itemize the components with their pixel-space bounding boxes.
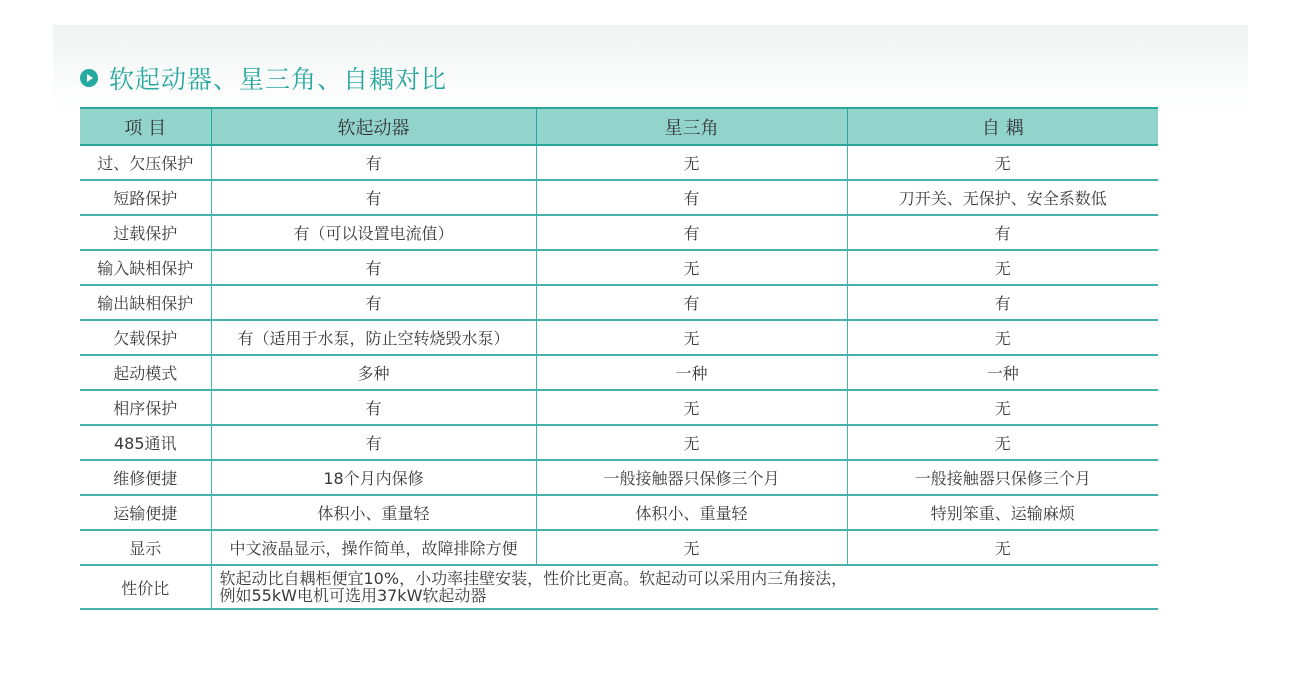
table-row xyxy=(80,180,1158,215)
cell-soft-starter: 多种 xyxy=(211,355,536,390)
table-row xyxy=(80,285,1158,320)
table-row xyxy=(80,145,1158,180)
cell-autotransformer: 有 xyxy=(847,215,1158,250)
header-item: 项 目 xyxy=(80,108,211,145)
table-row xyxy=(80,250,1158,285)
cell-star-delta: 有 xyxy=(536,180,847,215)
cell-star-delta: 有 xyxy=(536,215,847,250)
table-header-row xyxy=(80,108,1158,145)
row-label: 维修便捷 xyxy=(80,460,211,495)
cell-star-delta: 一般接触器只保修三个月 xyxy=(536,460,847,495)
note-line: 例如55kW电机可选用37kW软起动器 xyxy=(219,586,487,605)
cell-autotransformer: 无 xyxy=(847,425,1158,460)
cell-star-delta: 体积小、重量轻 xyxy=(536,495,847,530)
cell-soft-starter: 有 xyxy=(211,390,536,425)
cell-autotransformer: 无 xyxy=(847,145,1158,180)
cell-soft-starter: 有（可以设置电流值） xyxy=(211,215,536,250)
cell-autotransformer: 刀开关、无保护、安全系数低 xyxy=(847,180,1158,215)
note-line: 软起动比自耦柜便宜10%，小功率挂壁安装，性价比更高。软起动可以采用内三角接法， xyxy=(219,569,848,588)
row-label: 显示 xyxy=(80,530,211,565)
cell-soft-starter: 中文液晶显示，操作简单，故障排除方便 xyxy=(211,530,536,565)
row-label: 过、欠压保护 xyxy=(80,145,211,180)
cell-star-delta: 无 xyxy=(536,250,847,285)
cell-autotransformer: 无 xyxy=(847,320,1158,355)
row-label: 起动模式 xyxy=(80,355,211,390)
cell-star-delta: 无 xyxy=(536,425,847,460)
section-title xyxy=(80,58,447,98)
play-circle-icon xyxy=(80,69,98,87)
row-label: 欠载保护 xyxy=(80,320,211,355)
cell-autotransformer: 无 xyxy=(847,250,1158,285)
cell-autotransformer: 无 xyxy=(847,390,1158,425)
cell-star-delta: 一种 xyxy=(536,355,847,390)
cell-autotransformer: 无 xyxy=(847,530,1158,565)
row-label: 485通讯 xyxy=(80,425,211,460)
comparison-table xyxy=(80,107,1158,610)
cell-star-delta: 有 xyxy=(536,285,847,320)
row-label: 性价比 xyxy=(80,565,211,609)
row-label: 过载保护 xyxy=(80,215,211,250)
cell-soft-starter: 有 xyxy=(211,145,536,180)
table-row-cost-performance xyxy=(80,565,1158,609)
row-label: 输入缺相保护 xyxy=(80,250,211,285)
cell-soft-starter: 有 xyxy=(211,250,536,285)
table-row xyxy=(80,215,1158,250)
cost-performance-note xyxy=(211,565,1158,609)
table-row xyxy=(80,425,1158,460)
page-title: 软起动器、星三角、自耦对比 xyxy=(109,65,448,94)
cell-star-delta: 无 xyxy=(536,530,847,565)
cell-soft-starter: 有 xyxy=(211,425,536,460)
table-row xyxy=(80,495,1158,530)
cell-autotransformer: 一种 xyxy=(847,355,1158,390)
cell-star-delta: 无 xyxy=(536,320,847,355)
header-autotransformer: 自 耦 xyxy=(847,108,1158,145)
cell-star-delta: 无 xyxy=(536,145,847,180)
cell-soft-starter: 体积小、重量轻 xyxy=(211,495,536,530)
row-label: 输出缺相保护 xyxy=(80,285,211,320)
cell-autotransformer: 一般接触器只保修三个月 xyxy=(847,460,1158,495)
header-soft-starter: 软起动器 xyxy=(211,108,536,145)
cell-soft-starter: 18个月内保修 xyxy=(211,460,536,495)
table-row xyxy=(80,460,1158,495)
row-label: 短路保护 xyxy=(80,180,211,215)
cell-soft-starter: 有（适用于水泵，防止空转烧毁水泵） xyxy=(211,320,536,355)
cell-autotransformer: 特别笨重、运输麻烦 xyxy=(847,495,1158,530)
table-row xyxy=(80,390,1158,425)
table-row xyxy=(80,355,1158,390)
cell-autotransformer: 有 xyxy=(847,285,1158,320)
header-star-delta: 星三角 xyxy=(536,108,847,145)
cell-soft-starter: 有 xyxy=(211,285,536,320)
cell-star-delta: 无 xyxy=(536,390,847,425)
table-row xyxy=(80,530,1158,565)
cell-soft-starter: 有 xyxy=(211,180,536,215)
table-row xyxy=(80,320,1158,355)
row-label: 相序保护 xyxy=(80,390,211,425)
row-label: 运输便捷 xyxy=(80,495,211,530)
